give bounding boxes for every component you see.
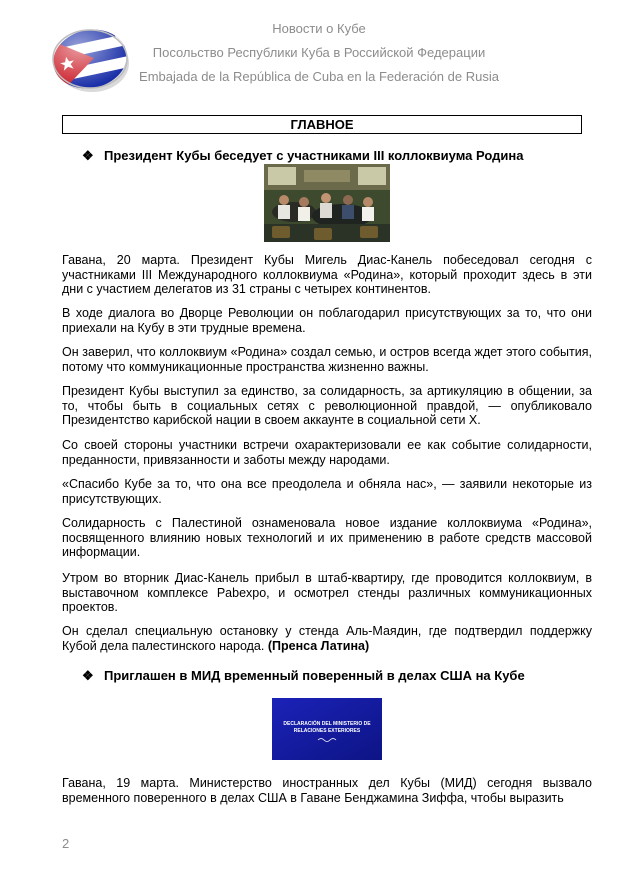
header-embassy-es: Embajada de la República de Cuba en la Federación de Rusia <box>139 69 499 84</box>
article-1-source: (Пренса Латина) <box>267 638 370 653</box>
article-1-paragraph-3: Он заверил, что коллоквиум «Родина» создал семью, и остров всегда ждет этого события, потому что коммуникационные пространства жизненно важны. <box>62 345 592 374</box>
diamond-bullet-icon: ❖ <box>82 668 94 683</box>
meeting-photo-image <box>264 164 390 242</box>
article-2-paragraph-1: Гавана, 19 марта. Министерство иностранных дел Кубы (МИД) сегодня вызвало временного поверенного в делах США в Гаване Бенджамина Зиффа, чтобы выразить <box>62 776 592 805</box>
article-1-headline-text: Президент Кубы беседует с участниками III коллоквиума Родина <box>104 148 524 163</box>
article-1-paragraph-5: Со своей стороны участники встречи охарактеризовали ее как событие солидарности, преданности, привязанности и заботы между народами. <box>62 438 592 467</box>
page-number: 2 <box>62 836 70 851</box>
article-1-paragraph-7: Солидарность с Палестиной ознаменовала новое издание коллоквиума «Родина», посвященного влиянию новых технологий и их применению в работе средств массовой информации. <box>62 516 592 559</box>
article-2-headline-text: Приглашен в МИД временный поверенный в делах США на Кубе <box>104 668 525 683</box>
section-title: ГЛАВНОЕ <box>290 117 354 132</box>
article-1-headline <box>82 148 523 164</box>
article-2-headline <box>82 668 525 684</box>
header-embassy-ru: Посольство Республики Куба в Российской Федерации <box>152 45 486 60</box>
header-news-title: Новости о Кубе <box>272 21 366 36</box>
section-title-box <box>62 115 582 134</box>
article-1-paragraph-4: Президент Кубы выступил за единство, за солидарность, за артикуляцию в общении, за то, чтобы быть в социальных сетях с революционной правдой, — опубликовало Президентство карибской нации в своем аккаунте в социальной сети X. <box>62 384 592 427</box>
article-1-photo <box>264 164 390 242</box>
article-1-last-paragraph-text: Он сделал специальную остановку у стенда Аль-Маядин, где подтвердил поддержку Кубой дела палестинского народа. <box>62 624 592 653</box>
article-1-paragraph-2: В ходе диалога во Дворце Революции он поблагодарил присутствующих за то, что они приехали на Кубу в эти трудные времена. <box>62 306 592 335</box>
article-1-paragraph-1: Гавана, 20 марта. Президент Кубы Мигель Диас-Канель побеседовал сегодня с участниками III Международного коллоквиума «Родина», который проходит здесь в эти дни с участием делегатов из 31 страны с четырех континентов. <box>62 253 592 296</box>
article-1-paragraph-8: Утром во вторник Диас-Канель прибыл в штаб-квартиру, где проводится коллоквиум, в выставочном комплексе Pabexpo, и осмотрел стенды различных коммуникационных проектов. <box>62 571 592 614</box>
foreign-ministry-declaration-image <box>272 698 382 760</box>
diamond-bullet-icon: ❖ <box>82 148 94 163</box>
declaration-line-1: DECLARACIÓN DEL MINISTERIO DE <box>283 721 371 727</box>
declaration-line-2: RELACIONES EXTERIORES <box>293 728 361 734</box>
article-1-paragraph-9 <box>62 624 592 653</box>
article-1-paragraph-6: «Спасибо Кубе за то, что она все преодолела и обняла нас», — заявили некоторые из присутствующих. <box>62 477 592 506</box>
article-2-image <box>272 698 382 760</box>
